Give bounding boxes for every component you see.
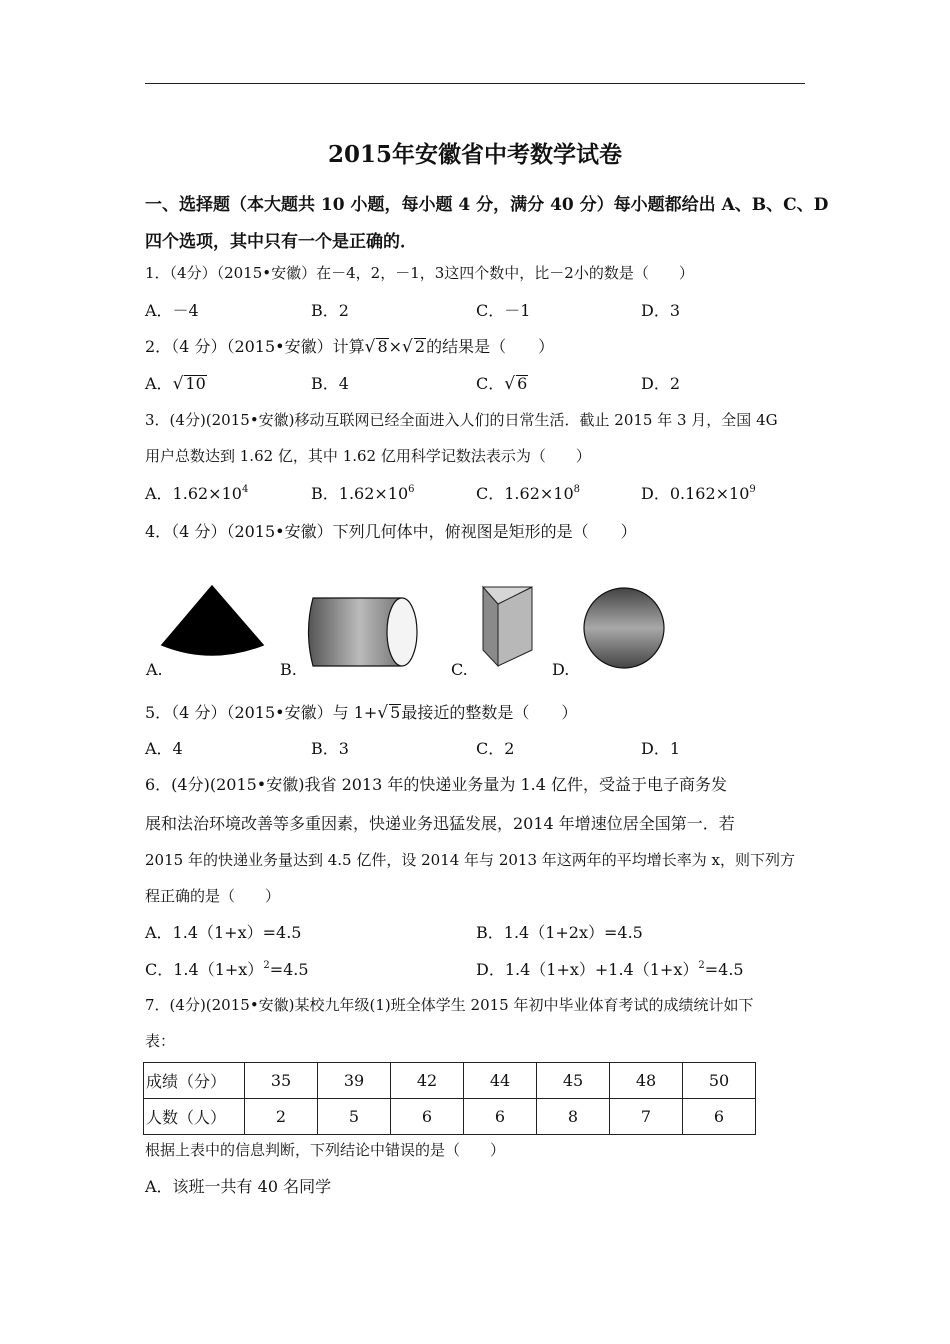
radical-sign: √ (172, 374, 184, 394)
question-1-stem: 1．（4分）（2015•安徽）在－4，2，－1，3这四个数中，比－2小的数是（ ） (145, 264, 694, 282)
question-6-line4: 程正确的是（ ） (145, 887, 281, 905)
question-7-line2: 表： (145, 1032, 176, 1050)
q2-stem-pre: 2．（4 分）（2015•安徽）计算 (145, 337, 365, 356)
q2-option-a-label: A． (145, 374, 173, 393)
q1-option-b: B．2 (311, 301, 349, 320)
q3-option-b-exp: 6 (408, 484, 415, 495)
table-cell: 48 (610, 1063, 683, 1099)
q5-option-a: A．4 (145, 739, 183, 758)
radical-sign: √ (364, 337, 376, 357)
table-cell: 7 (610, 1099, 683, 1135)
question-2-stem (145, 334, 554, 357)
q6-option-c (145, 957, 309, 980)
sphere-figure (582, 586, 666, 670)
cone-shape (162, 586, 263, 655)
q5-option-d: D．1 (641, 739, 681, 758)
q2-option-b: B．4 (311, 374, 349, 393)
question-4-stem: 4．（4 分）（2015•安徽）下列几何体中，俯视图是矩形的是（ ） (145, 522, 637, 541)
radical-sign: √ (377, 703, 389, 723)
q1-option-c: C．－1 (476, 301, 531, 320)
question-3-line1: 3．(4分)(2015•安徽)移动互联网已经全面进入人们的日常生活．截止 2015 年 3 月，全国 4G (145, 411, 778, 429)
q3-option-b (311, 481, 415, 504)
q5-stem-post: 最接近的整数是（ ） (401, 703, 578, 722)
header-rule (145, 83, 805, 84)
triangular-prism-figure (480, 584, 536, 668)
table-cell: 8 (537, 1099, 610, 1135)
table-cell: 6 (464, 1099, 537, 1135)
table-cell: 5 (318, 1099, 391, 1135)
q3-option-d-base: D．0.162×10 (641, 484, 750, 503)
table-cell: 42 (391, 1063, 464, 1099)
q2-times: × (388, 337, 403, 356)
table-cell: 6 (391, 1099, 464, 1135)
q4-label-a: A. (146, 660, 163, 679)
q6-option-d-pre: D．1.4（1+x）+1.4（1+x） (476, 960, 699, 979)
q3-option-d (641, 481, 756, 504)
table-cell: 35 (245, 1063, 318, 1099)
table-row (144, 1099, 756, 1135)
q3-option-c-base: C．1.62×10 (476, 484, 574, 503)
q6-option-d-post: =4.5 (704, 960, 744, 979)
sphere-shape (584, 588, 664, 668)
q6-option-c-post: =4.5 (269, 960, 309, 979)
score-table (143, 1062, 756, 1135)
table-cell: 45 (537, 1063, 610, 1099)
q1-option-d: D．3 (641, 301, 681, 320)
q3-option-d-exp: 9 (749, 484, 756, 495)
table-cell: 50 (683, 1063, 756, 1099)
question-7-line1: 7．(4分)(2015•安徽)某校九年级(1)班全体学生 2015 年初中毕业体育考试的成绩统计如下 (145, 996, 754, 1014)
q2-option-d: D．2 (641, 374, 681, 393)
q1-option-a: A．－4 (145, 301, 199, 320)
table-row (144, 1063, 756, 1099)
q6-option-c-exp: 2 (263, 960, 270, 971)
q2-radicand-1: 8 (377, 337, 388, 356)
q5-option-c: C．2 (476, 739, 515, 758)
q6-option-c-pre: C．1.4（1+x） (145, 960, 264, 979)
q2-option-a-radicand: 10 (185, 374, 206, 393)
cylinder-end-face (387, 598, 417, 666)
question-5-stem (145, 700, 577, 723)
question-6-line3: 2015 年的快递业务量达到 4.5 亿件，设 2014 年与 2013 年这两年的平均增长率为 x，则下列方 (145, 851, 795, 869)
table-cell: 39 (318, 1063, 391, 1099)
q6-option-a: A．1.4（1+x）=4.5 (145, 923, 302, 942)
q3-option-b-base: B．1.62×10 (311, 484, 409, 503)
table-header-count: 人数（人） (144, 1099, 245, 1135)
q3-option-a-base: A．1.62×10 (145, 484, 242, 503)
radical-sign: √ (504, 374, 516, 394)
q2-stem-post: 的结果是（ ） (426, 337, 555, 356)
section-heading-line2: 四个选项，其中只有一个是正确的． (145, 232, 417, 252)
q3-option-c-exp: 8 (573, 484, 581, 495)
q6-option-d-exp: 2 (698, 960, 705, 971)
q2-option-c-radicand: 6 (517, 374, 528, 393)
q4-label-c: C. (451, 660, 468, 679)
q3-option-c (476, 481, 580, 504)
q4-label-d: D. (552, 660, 570, 679)
table-cell: 2 (245, 1099, 318, 1135)
question-7-after-table: 根据上表中的信息判断，下列结论中错误的是（ ） (145, 1141, 506, 1159)
q2-radicand-2: 2 (414, 337, 426, 356)
q5-option-b: B．3 (311, 739, 349, 758)
q2-option-c-label: C． (476, 374, 505, 393)
cylinder-figure (303, 596, 419, 668)
cone-figure (160, 583, 265, 665)
q5-radicand: 5 (390, 703, 401, 722)
section-heading-line1: 一、选择题（本大题共 10 小题，每小题 4 分，满分 40 分）每小题都给出 A、B、C、D (145, 195, 829, 215)
q7-option-a: A．该班一共有 40 名同学 (145, 1177, 332, 1196)
q6-option-d (476, 957, 744, 980)
q3-option-a (145, 481, 248, 504)
question-3-line2: 用户总数达到 1.62 亿，其中 1.62 亿用科学记数法表示为（ ） (145, 447, 591, 465)
table-cell: 6 (683, 1099, 756, 1135)
q3-option-a-exp: 4 (241, 484, 249, 495)
q4-label-b: B. (280, 660, 297, 679)
q2-option-c (476, 371, 528, 394)
q2-option-a (145, 371, 207, 394)
question-6-line1: 6．(4分)(2015•安徽)我省 2013 年的快递业务量为 1.4 亿件，受益于电子商务发 (145, 775, 727, 794)
q5-stem-pre: 5．（4 分）（2015•安徽）与 1+ (145, 703, 378, 722)
table-header-score: 成绩（分） (144, 1063, 245, 1099)
question-6-line2: 展和法治环境改善等多重因素，快递业务迅猛发展，2014 年增速位居全国第一．若 (145, 814, 735, 833)
page-title: 2015年安徽省中考数学试卷 (327, 141, 622, 168)
table-cell: 44 (464, 1063, 537, 1099)
q6-option-b: B．1.4（1+2x）=4.5 (476, 923, 643, 942)
radical-sign: √ (402, 337, 413, 357)
